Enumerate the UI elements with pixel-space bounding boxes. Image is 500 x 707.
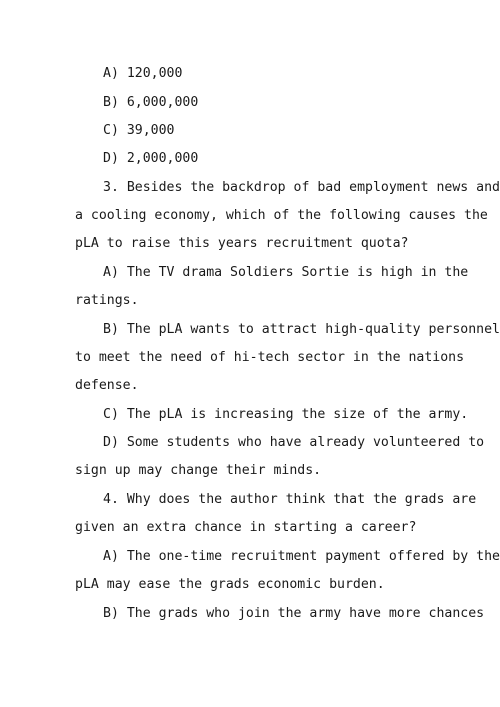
q2-option-d: D) 2,000,000 — [103, 151, 199, 166]
q3-option-a-line-1: A) The TV drama Soldiers Sortie is high in the — [103, 265, 469, 280]
q3-option-b-line-3: defense. — [75, 378, 139, 393]
q4-stem-line-2: given an extra chance in starting a career? — [75, 520, 417, 535]
q2-option-c: C) 39,000 — [103, 123, 175, 138]
q4-stem-line-1: 4. Why does the author think that the grads are — [103, 492, 477, 507]
q2-option-a: A) 120,000 — [103, 66, 183, 81]
q2-option-b: B) 6,000,000 — [103, 95, 199, 110]
q3-option-b-line-2: to meet the need of hi-tech sector in the nations — [75, 350, 465, 365]
q3-stem-line-3: pLA to raise this years recruitment quota? — [75, 236, 409, 251]
q4-option-b-line-1: B) The grads who join the army have more chances — [103, 606, 485, 621]
q3-option-d-line-2: sign up may change their minds. — [75, 463, 322, 478]
q3-stem-line-1: 3. Besides the backdrop of bad employment news and — [103, 180, 500, 195]
q3-option-d-line-1: D) Some students who have already volunteered to — [103, 435, 485, 450]
q3-stem-line-2: a cooling economy, which of the following causes the — [75, 208, 488, 223]
q4-option-a-line-2: pLA may ease the grads economic burden. — [75, 577, 385, 592]
q3-option-b-line-1: B) The pLA wants to attract high-quality personnel — [103, 322, 500, 337]
q3-option-a-line-2: ratings. — [75, 293, 139, 308]
q3-option-c: C) The pLA is increasing the size of the army. — [103, 407, 469, 422]
q4-option-a-line-1: A) The one-time recruitment payment offered by the — [103, 549, 500, 564]
